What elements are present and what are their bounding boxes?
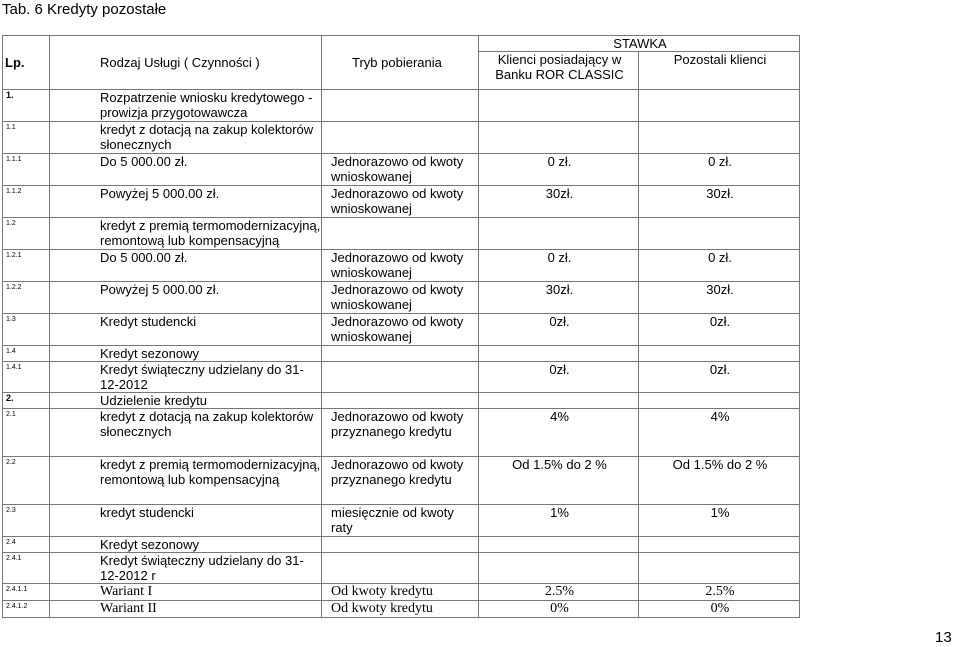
row-number: 2.	[3, 393, 50, 409]
table-row	[3, 346, 800, 362]
row-rate-other: 0 zł.	[639, 154, 800, 186]
row-number: 2.4	[3, 537, 50, 553]
row-service: Kredyt świąteczny udzielany do 31-12-2012	[50, 362, 322, 393]
row-service: Powyżej 5 000.00 zł.	[50, 186, 322, 218]
table-row	[3, 409, 800, 457]
row-rate-other: 1%	[639, 505, 800, 537]
row-service: Kredyt sezonowy	[50, 537, 322, 553]
row-number: 2.4.1	[3, 553, 50, 584]
row-number: 1.	[3, 90, 50, 122]
row-rate-ror: 1%	[479, 505, 639, 537]
row-rate-ror	[479, 537, 639, 553]
row-rate-other: 0zł.	[639, 362, 800, 393]
table-row	[3, 505, 800, 537]
row-rate-ror	[479, 122, 639, 154]
row-rate-other	[639, 346, 800, 362]
row-rate-other: 2.5%	[639, 584, 800, 601]
row-rate-ror: 0zł.	[479, 362, 639, 393]
row-rate-ror	[479, 90, 639, 122]
table-body	[3, 90, 800, 618]
table-row	[3, 584, 800, 601]
service-header: Rodzaj Usługi ( Czynności )	[50, 36, 322, 90]
row-mode: Jednorazowo od kwoty wnioskowanej	[322, 154, 479, 186]
row-service: Kredyt świąteczny udzielany do 31-12-2012 r	[50, 553, 322, 584]
table-row	[3, 537, 800, 553]
row-rate-other	[639, 553, 800, 584]
row-number: 1.3	[3, 314, 50, 346]
row-service: kredyt z premią termomodernizacyjną, remontową lub kompensacyjną	[50, 218, 322, 250]
row-service: kredyt z dotacją na zakup kolektorów słonecznych	[50, 409, 322, 457]
row-rate-other: 4%	[639, 409, 800, 457]
row-number: 1.2.2	[3, 282, 50, 314]
table-row	[3, 282, 800, 314]
row-rate-ror: Od 1.5% do 2 %	[479, 457, 639, 505]
row-mode: Jednorazowo od kwoty przyznanego kredytu	[322, 457, 479, 505]
row-number: 1.2	[3, 218, 50, 250]
table-row	[3, 457, 800, 505]
row-mode	[322, 393, 479, 409]
table-row	[3, 601, 800, 618]
lp-header: Lp.	[3, 36, 50, 90]
row-mode: Jednorazowo od kwoty wnioskowanej	[322, 250, 479, 282]
row-number: 1.2.1	[3, 250, 50, 282]
row-rate-other: 0%	[639, 601, 800, 618]
row-number: 1.1.1	[3, 154, 50, 186]
row-rate-other	[639, 122, 800, 154]
row-number: 1.1	[3, 122, 50, 154]
row-mode	[322, 553, 479, 584]
row-rate-ror	[479, 553, 639, 584]
row-mode: Jednorazowo od kwoty wnioskowanej	[322, 314, 479, 346]
credit-fees-table	[2, 35, 800, 618]
row-service: Wariant I	[50, 584, 322, 601]
row-number: 1.4.1	[3, 362, 50, 393]
row-rate-other: 30zł.	[639, 282, 800, 314]
page-number: 13	[935, 629, 952, 646]
row-number: 2.2	[3, 457, 50, 505]
row-mode: miesięcznie od kwoty raty	[322, 505, 479, 537]
table-row	[3, 553, 800, 584]
row-rate-ror	[479, 393, 639, 409]
row-rate-ror: 30zł.	[479, 282, 639, 314]
ror-clients-header: Klienci posiadający w Banku ROR CLASSIC	[479, 52, 639, 90]
table-row	[3, 186, 800, 218]
row-rate-other	[639, 393, 800, 409]
row-rate-other	[639, 90, 800, 122]
row-rate-ror: 0zł.	[479, 314, 639, 346]
table-row	[3, 250, 800, 282]
row-service: Udzielenie kredytu	[50, 393, 322, 409]
table-row	[3, 122, 800, 154]
row-number: 1.4	[3, 346, 50, 362]
header-row	[3, 36, 800, 52]
row-mode: Jednorazowo od kwoty przyznanego kredytu	[322, 409, 479, 457]
row-mode	[322, 218, 479, 250]
row-service: Kredyt studencki	[50, 314, 322, 346]
other-clients-header: Pozostali klienci	[639, 52, 800, 90]
row-mode	[322, 537, 479, 553]
row-service: Kredyt sezonowy	[50, 346, 322, 362]
table-caption: Tab. 6 Kredyty pozostałe	[2, 1, 167, 18]
row-rate-other	[639, 218, 800, 250]
row-rate-ror: 4%	[479, 409, 639, 457]
table-row	[3, 154, 800, 186]
table-row	[3, 362, 800, 393]
row-mode: Jednorazowo od kwoty wnioskowanej	[322, 186, 479, 218]
row-mode: Od kwoty kredytu	[322, 601, 479, 618]
row-rate-ror	[479, 346, 639, 362]
row-rate-other: Od 1.5% do 2 %	[639, 457, 800, 505]
row-mode: Od kwoty kredytu	[322, 584, 479, 601]
row-service: kredyt z premią termomodernizacyjną, remontową lub kompensacyjną	[50, 457, 322, 505]
table-row	[3, 393, 800, 409]
row-service: Powyżej 5 000.00 zł.	[50, 282, 322, 314]
row-number: 2.4.1.2	[3, 601, 50, 618]
row-rate-other: 30zł.	[639, 186, 800, 218]
row-service: Do 5 000.00 zł.	[50, 154, 322, 186]
row-mode	[322, 346, 479, 362]
table-row	[3, 218, 800, 250]
row-service: kredyt z dotacją na zakup kolektorów słonecznych	[50, 122, 322, 154]
row-rate-ror	[479, 218, 639, 250]
mode-header: Tryb pobierania	[322, 36, 479, 90]
row-rate-ror: 0 zł.	[479, 250, 639, 282]
row-number: 2.1	[3, 409, 50, 457]
row-mode	[322, 122, 479, 154]
row-rate-ror: 0 zł.	[479, 154, 639, 186]
row-service: Rozpatrzenie wniosku kredytowego - prowizja przygotowawcza	[50, 90, 322, 122]
row-rate-other	[639, 537, 800, 553]
row-rate-ror: 30zł.	[479, 186, 639, 218]
row-service: kredyt studencki	[50, 505, 322, 537]
row-number: 2.4.1.1	[3, 584, 50, 601]
row-number: 1.1.2	[3, 186, 50, 218]
row-rate-other: 0 zł.	[639, 250, 800, 282]
table-row	[3, 90, 800, 122]
row-rate-ror: 2.5%	[479, 584, 639, 601]
stawka-header: STAWKA	[479, 36, 800, 52]
row-mode	[322, 362, 479, 393]
row-service: Do 5 000.00 zł.	[50, 250, 322, 282]
row-mode	[322, 90, 479, 122]
row-rate-ror: 0%	[479, 601, 639, 618]
row-number: 2.3	[3, 505, 50, 537]
row-rate-other: 0zł.	[639, 314, 800, 346]
row-service: Wariant II	[50, 601, 322, 618]
table-row	[3, 314, 800, 346]
row-mode: Jednorazowo od kwoty wnioskowanej	[322, 282, 479, 314]
